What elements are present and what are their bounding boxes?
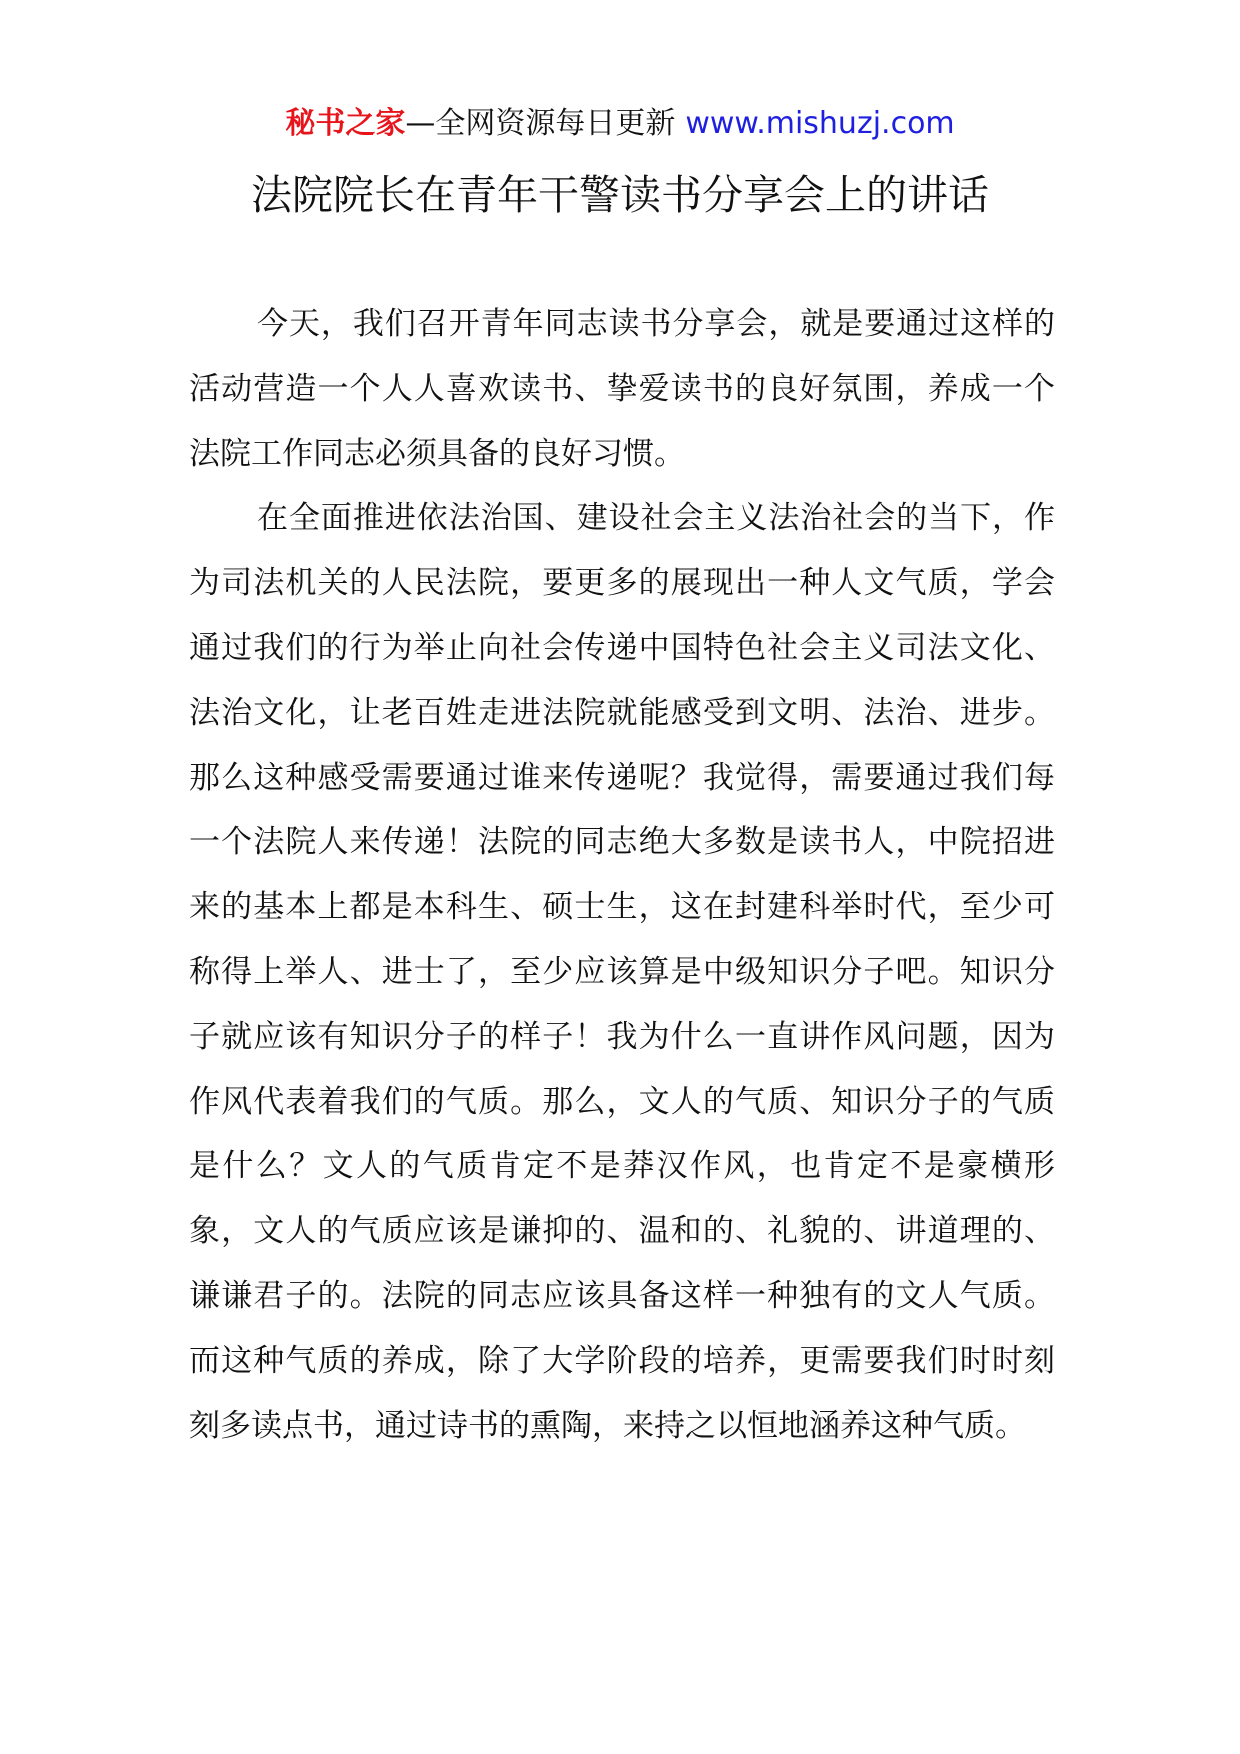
header-tagline: —全网资源每日更新 [405, 106, 676, 141]
document-body [189, 292, 1055, 1458]
paragraph: 在全面推进依法治国、建设社会主义法治社会的当下，作为司法机关的人民法院，要更多的展现出一种人文气质，学会通过我们的行为举止向社会传递中国特色社会主义司法文化、法治文化，让老百姓走进法院就能感受到文明、法治、进步。那么这种感受需要通过谁来传递呢？我觉得，需要通过我们每一个法院人来传递！法院的同志绝大多数是读书人，中院招进来的基本上都是本科生、硕士生，这在封建科举时代，至少可称得上举人、进士了，至少应该算是中级知识分子吧。知识分子就应该有知识分子的样子！我为什么一直讲作风问题，因为作风代表着我们的气质。那么，文人的气质、知识分子的气质是什么？文人的气质肯定不是莽汉作风，也肯定不是豪横形象，文人的气质应该是谦抑的、温和的、礼貌的、讲道理的、谦谦君子的。法院的同志应该具备这样一种独有的文人气质。而这种气质的养成，除了大学阶段的培养，更需要我们时时刻刻多读点书，通过诗书的熏陶，来持之以恒地涵养这种气质。 [189, 500, 1055, 1444]
site-url-link[interactable]: www.mishuzj.com [685, 106, 955, 141]
site-header [0, 100, 1240, 148]
paragraph: 今天，我们召开青年同志读书分享会，就是要通过这样的活动营造一个人人喜欢读书、挚爱读书的良好氛围，养成一个法院工作同志必须具备的良好习惯。 [189, 306, 1055, 472]
document-title: 法院院长在青年干警读书分享会上的讲话 [251, 171, 989, 219]
brand-name: 秘书之家 [285, 106, 406, 141]
